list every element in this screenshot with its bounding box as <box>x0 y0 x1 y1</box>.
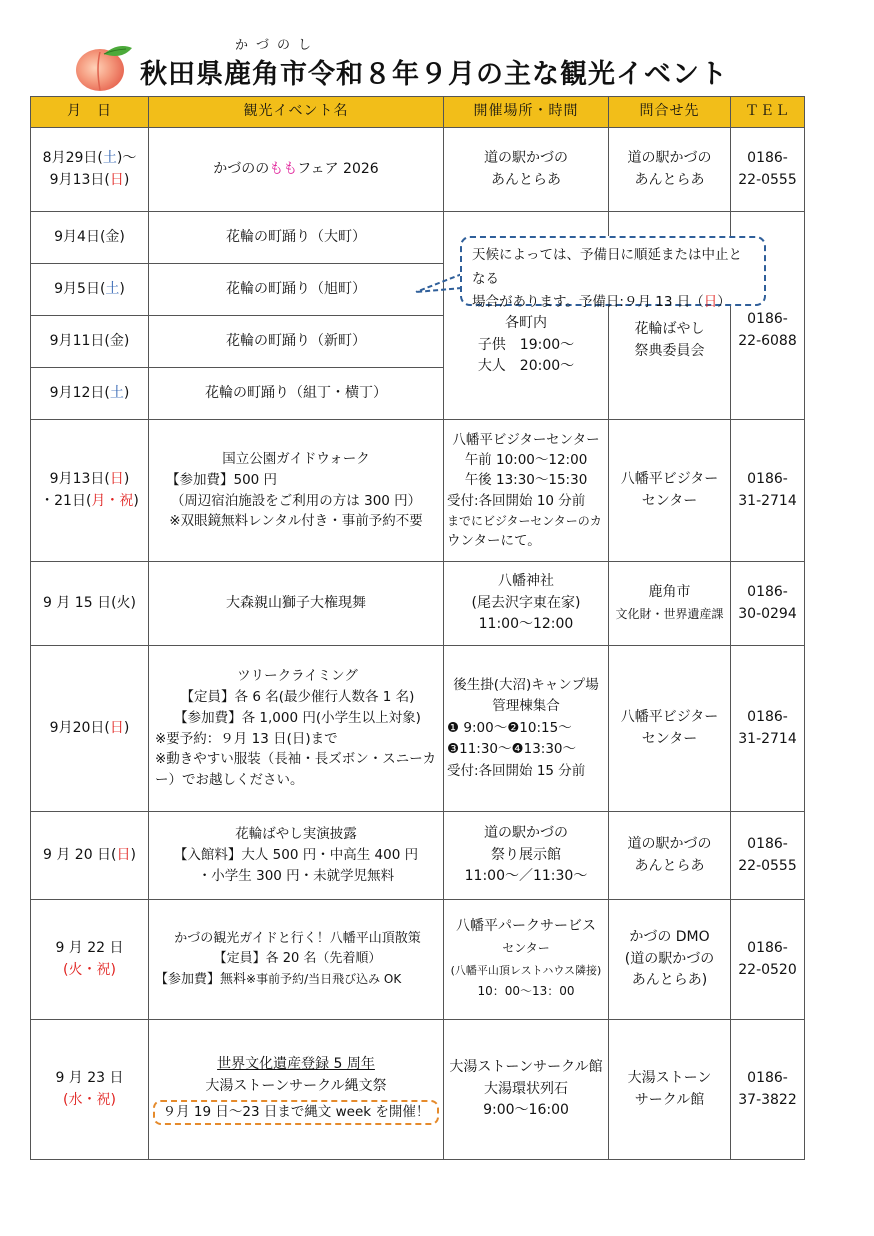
table-header-row <box>31 97 805 128</box>
col-header-tel: ＴＥＬ <box>731 97 805 128</box>
col-header-event: 観光イベント名 <box>149 97 444 128</box>
page-header <box>0 0 874 96</box>
table-row <box>31 900 805 1020</box>
event-name: 花輪の町踊り（旭町） <box>149 264 444 316</box>
event-date: 9月13日(日) ・21日(月・祝) <box>31 420 149 562</box>
event-name: ツリークライミング 【定員】各 6 名(最少催行人数各 1 名) 【参加費】各 1,000 円(小学生以上対象) ※要予約：９月 13 日(日)まで ※動きやすい服装（長袖・長ズボン・スニーカ ー）でお越しください。 <box>149 646 444 812</box>
page-title: 秋田県鹿角市令和８年９月の主な観光イベント <box>140 59 728 90</box>
event-date: 9 月 15 日(火) <box>31 562 149 646</box>
event-date: 9 月 22 日 (火・祝) <box>31 900 149 1020</box>
event-name: 世界文化遺産登録 5 周年 大湯ストーンサークル縄文祭 ９月 19 日～23 日まで縄文 week を開催！ <box>149 1020 444 1160</box>
event-name: 花輪ばやし実演披露 【入館料】大人 500 円・中高生 400 円 ・小学生 300 円・未就学児無料 <box>149 812 444 900</box>
event-date: 9月11日(金) <box>31 316 149 368</box>
table-row <box>31 646 805 812</box>
event-date: 9月12日(土) <box>31 368 149 420</box>
event-place: 各町内 子供 19:00～ 大人 20:00～ <box>444 212 609 420</box>
event-contact: かづの DMO (道の駅かづの あんとらあ) <box>609 900 731 1020</box>
table-row <box>31 562 805 646</box>
event-tel: 0186- 31-2714 <box>731 646 805 812</box>
event-place: 道の駅かづの 祭り展示館 11:00～／11:30～ <box>444 812 609 900</box>
callout-line: 天候によっては、予備日に順延または中止となる <box>472 247 742 287</box>
title-ruby: かづのし <box>235 38 320 53</box>
event-tel: 0186- 22-0555 <box>731 812 805 900</box>
event-name: 花輪の町踊り（大町） <box>149 212 444 264</box>
table-row <box>31 1020 805 1160</box>
event-contact: 八幡平ビジター センター <box>609 646 731 812</box>
event-place: 八幡平パークサービス センター (八幡平山頂レストハウス隣接) 10：00～13：00 <box>444 900 609 1020</box>
peach-icon <box>74 40 134 92</box>
event-date: 9月20日(日) <box>31 646 149 812</box>
event-name: 花輪の町踊り（新町） <box>149 316 444 368</box>
event-place: 後生掛(大沼)キャンプ場 管理棟集合 ❶ 9:00～❷10:15～ ❸11:30～❹13:30～ 受付:各回開始 15 分前 <box>444 646 609 812</box>
event-date: 9月4日(金) <box>31 212 149 264</box>
event-name: 花輪の町踊り（組丁・横丁） <box>149 368 444 420</box>
callout-tail <box>414 270 466 300</box>
event-tel: 0186- 22-6088 <box>731 212 805 420</box>
event-date: 9 月 20 日(日) <box>31 812 149 900</box>
table-row <box>31 420 805 562</box>
event-place: 大湯ストーンサークル館 大湯環状列石 9:00～16:00 <box>444 1020 609 1160</box>
event-contact: 花輪ばやし 祭典委員会 <box>609 212 731 420</box>
event-tel: 0186- 31-2714 <box>731 420 805 562</box>
event-place: 八幡平ビジターセンター 午前 10:00～12:00 午後 13:30～15:30 受付:各回開始 10 分前 までにビジターセンターのカ ウンターにて。 <box>444 420 609 562</box>
table-row <box>31 812 805 900</box>
event-date: 8月29日(土)～ 9月13日(日) <box>31 128 149 212</box>
event-date: 9月5日(土) <box>31 264 149 316</box>
event-contact: 道の駅かづの あんとらあ <box>609 812 731 900</box>
event-contact: 道の駅かづの あんとらあ <box>609 128 731 212</box>
event-name: かづののももフェア 2026 <box>149 128 444 212</box>
jomon-week-note: ９月 19 日～23 日まで縄文 week を開催！ <box>153 1100 440 1125</box>
event-tel: 0186- 30-0294 <box>731 562 805 646</box>
event-tel: 0186- 22-0555 <box>731 128 805 212</box>
event-contact: 八幡平ビジター センター <box>609 420 731 562</box>
event-name: 国立公園ガイドウォーク 【参加費】500 円 （周辺宿泊施設をご利用の方は 300 円） ※双眼鏡無料レンタル付き・事前予約不要 <box>149 420 444 562</box>
event-contact: 鹿角市 文化財・世界遺産課 <box>609 562 731 646</box>
event-name: 大森親山獅子大権現舞 <box>149 562 444 646</box>
col-header-place: 開催場所・時間 <box>444 97 609 128</box>
event-tel: 0186- 37-3822 <box>731 1020 805 1160</box>
event-name: かづの観光ガイドと行く！八幡平山頂散策 【定員】各 20 名（先着順） 【参加費】無料※事前予約/当日飛び込み OK <box>149 900 444 1020</box>
event-tel: 0186- 22-0520 <box>731 900 805 1020</box>
event-contact: 大湯ストーン サークル館 <box>609 1020 731 1160</box>
col-header-date: 月 日 <box>31 97 149 128</box>
weather-callout: 天候によっては、予備日に順延または中止となる 場合があります。予備日:９月 13 日（日） <box>460 236 766 306</box>
event-date: 9 月 23 日 (水・祝) <box>31 1020 149 1160</box>
col-header-contact: 問合せ先 <box>609 97 731 128</box>
event-place: 道の駅かづの あんとらあ <box>444 128 609 212</box>
event-place: 八幡神社 (尾去沢字東在家) 11:00～12:00 <box>444 562 609 646</box>
table-row <box>31 128 805 212</box>
